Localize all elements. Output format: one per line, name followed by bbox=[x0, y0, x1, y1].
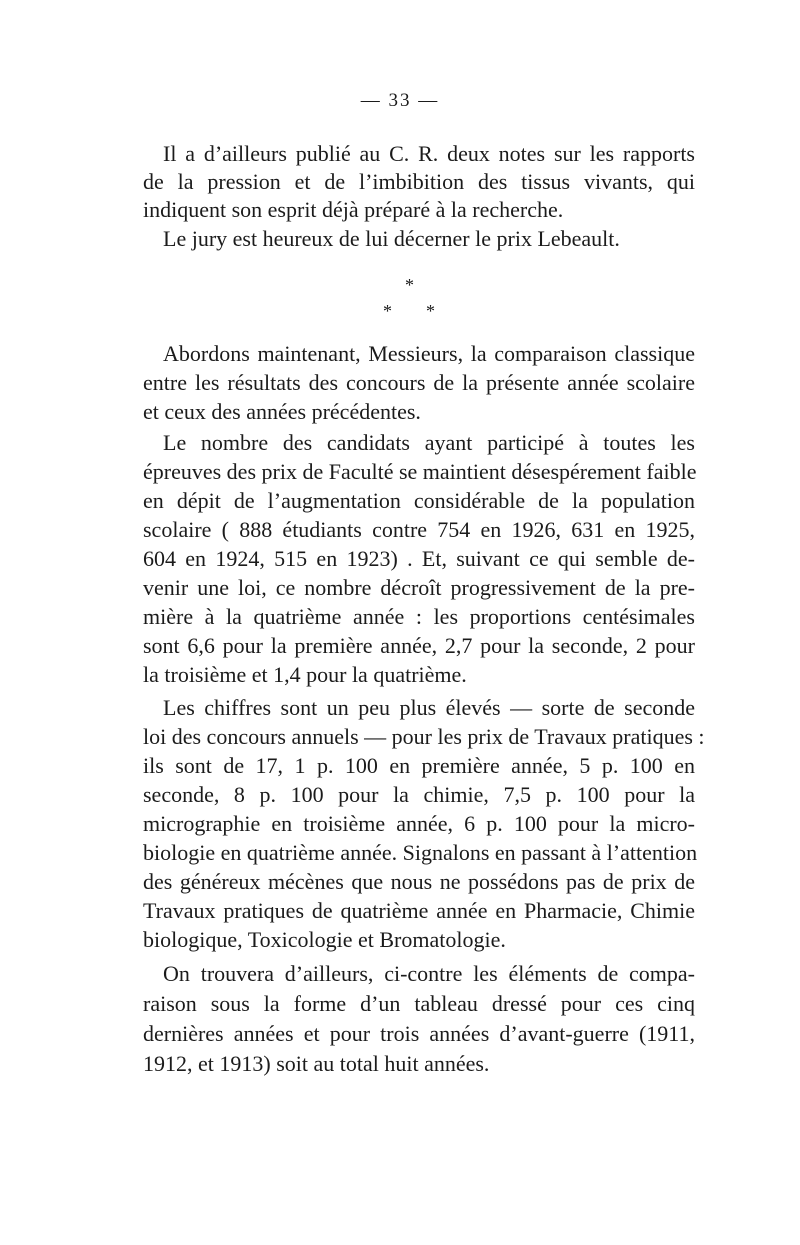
text-line: Il a d’ailleurs publié au C. R. deux notes sur les rapports bbox=[163, 141, 695, 166]
text-line: la troisième et 1,4 pour la quatrième. bbox=[143, 662, 467, 687]
text-line: seconde, 8 p. 100 pour la chimie, 7,5 p. 100 pour la bbox=[143, 782, 695, 807]
text-line: ils sont de 17, 1 p. 100 en première année, 5 p. 100 en bbox=[143, 753, 695, 778]
separator-star: * bbox=[383, 301, 392, 321]
text-line: en dépit de l’augmentation considérable de la population bbox=[143, 488, 695, 513]
text-line: 604 en 1924, 515 en 1923) . Et, suivant ce qui semble de- bbox=[143, 546, 695, 571]
text-line: des généreux mécènes que nous ne possédons pas de prix de bbox=[143, 869, 695, 894]
text-line: scolaire ( 888 étudiants contre 754 en 1926, 631 en 1925, bbox=[143, 517, 695, 542]
text-line: Les chiffres sont un peu plus élevés — sorte de seconde bbox=[163, 695, 695, 720]
text-line: et ceux des années précédentes. bbox=[143, 399, 421, 424]
text-line: raison sous la forme d’un tableau dressé pour ces cinq bbox=[143, 991, 695, 1016]
text-line: épreuves des prix de Faculté se maintient désespérement faible bbox=[143, 459, 697, 484]
text-line: loi des concours annuels — pour les prix de Travaux pratiques : bbox=[143, 724, 705, 749]
text-line: Travaux pratiques de quatrième année en Pharmacie, Chimie bbox=[143, 898, 695, 923]
text-line: 1912, et 1913) soit au total huit années. bbox=[143, 1051, 490, 1076]
text-line: biologie en quatrième année. Signalons en passant à l’attention bbox=[143, 840, 698, 865]
text-line: Le nombre des candidats ayant participé à toutes les bbox=[163, 430, 695, 455]
text-line: micrographie en troisième année, 6 p. 100 pour la micro- bbox=[143, 811, 695, 836]
text-line: venir une loi, ce nombre décroît progressivement de la pre- bbox=[143, 575, 695, 600]
separator-star: * bbox=[426, 301, 435, 321]
text-line: indiquent son esprit déjà préparé à la recherche. bbox=[143, 197, 564, 222]
text-line: entre les résultats des concours de la présente année scolaire bbox=[143, 370, 695, 395]
text-line: de la pression et de l’imbibition des tissus vivants, qui bbox=[143, 169, 695, 194]
text-line: dernières années et pour trois années d’avant-guerre (1911, bbox=[143, 1021, 695, 1046]
text-line: mière à la quatrième année : les proportions centésimales bbox=[143, 604, 695, 629]
page-number: — 33 — bbox=[360, 90, 440, 111]
text-line: Le jury est heureux de lui décerner le prix Lebeault. bbox=[163, 226, 620, 251]
text-line: On trouvera d’ailleurs, ci-contre les éléments de compa- bbox=[163, 961, 695, 986]
separator-star: * bbox=[405, 275, 414, 295]
text-line: Abordons maintenant, Messieurs, la comparaison classique bbox=[163, 341, 695, 366]
text-line: sont 6,6 pour la première année, 2,7 pour la seconde, 2 pour bbox=[143, 633, 695, 658]
text-line: biologique, Toxicologie et Bromatologie. bbox=[143, 927, 506, 952]
